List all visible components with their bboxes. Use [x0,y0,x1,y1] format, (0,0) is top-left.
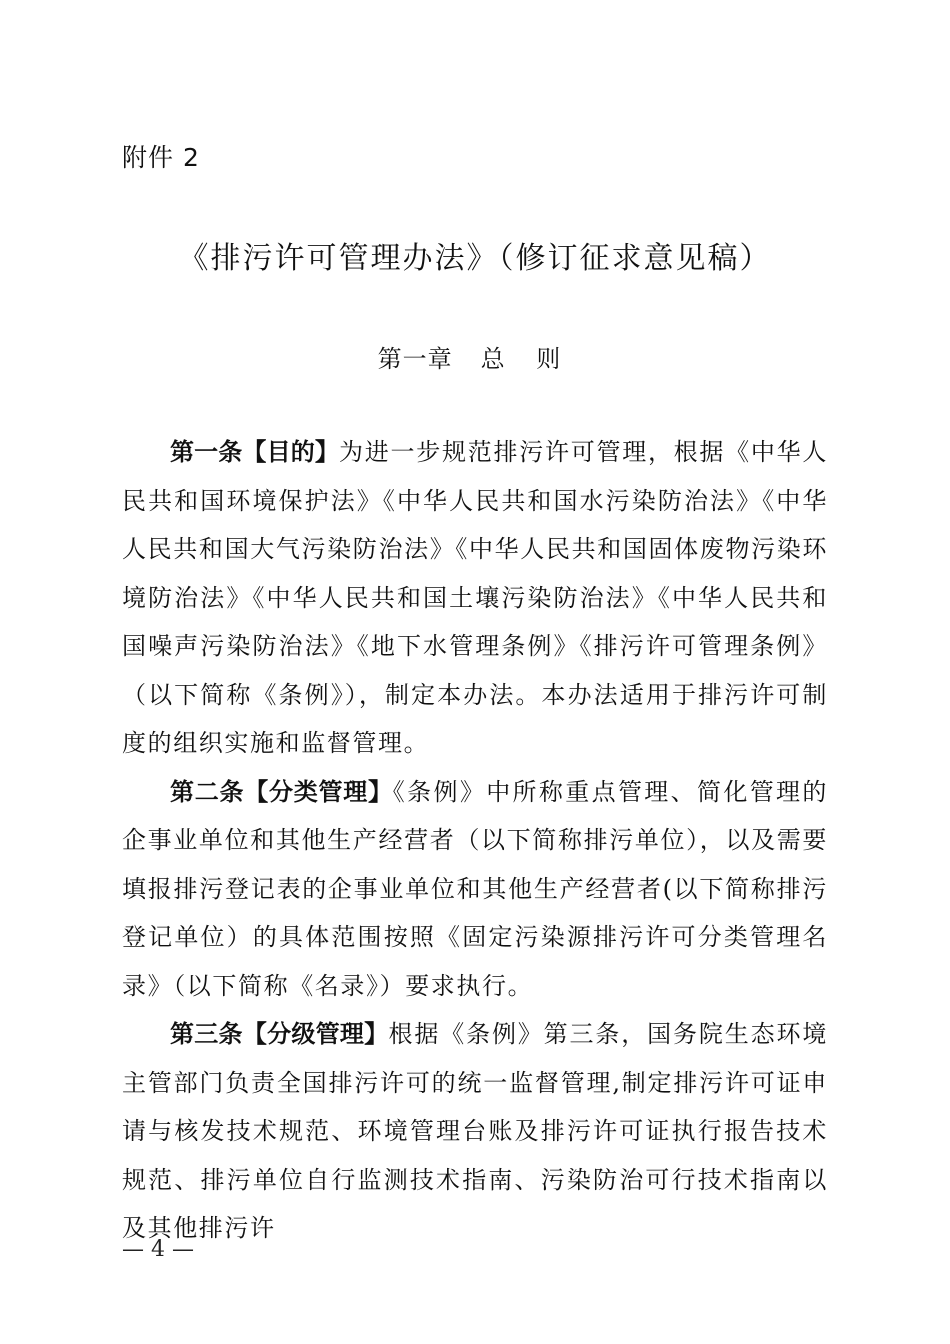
article-3-text: 根据《条例》第三条，国务院生态环境主管部门负责全国排污许可的统一监督管理,制定排污许可证申请与核发技术规范、环境管理台账及排污许可证执行报告技术规范、排污单位自行监测技术指南、污染防治可行技术指南以及其他排污许 [122,1020,829,1242]
article-1-text: 为进一步规范排污许可管理，根据《中华人民共和国环境保护法》《中华人民共和国水污染防治法》《中华人民共和国大气污染防治法》《中华人民共和国固体废物污染环境防治法》《中华人民共和国土壤污染防治法》《中华人民共和国噪声污染防治法》《地下水管理条例》《排污许可管理条例》（以下简称《条例》），制定本办法。本办法适用于排污许可制度的组织实施和监督管理。 [122,438,829,757]
attachment-label: 附件 2 [122,143,200,172]
article-2-label: 第二条【分类管理】 [170,777,393,806]
document-body [122,428,828,1253]
chapter-name: 总 则 [480,345,573,373]
article-1 [122,428,828,768]
article-3-label: 第三条【分级管理】 [170,1020,389,1048]
article-2-text: 《条例》中所称重点管理、简化管理的企事业单位和其他生产经营者（以下简称排污单位），以及需要填报排污登记表的企事业单位和其他生产经营者(以下简称排污登记单位）的具体范围按照《固定污染源排污许可分类管理名录》（以下简称《名录》）要求执行。 [122,777,829,1000]
article-2 [122,768,828,1011]
page-number: — 4 — [122,1237,194,1262]
article-3 [122,1010,828,1253]
document-title: 《排污许可管理办法》（修订征求意见稿） [178,241,772,276]
article-1-label: 第一条【目的】 [170,438,340,466]
chapter-number: 第一章 [377,345,453,373]
chapter-heading [0,339,950,374]
